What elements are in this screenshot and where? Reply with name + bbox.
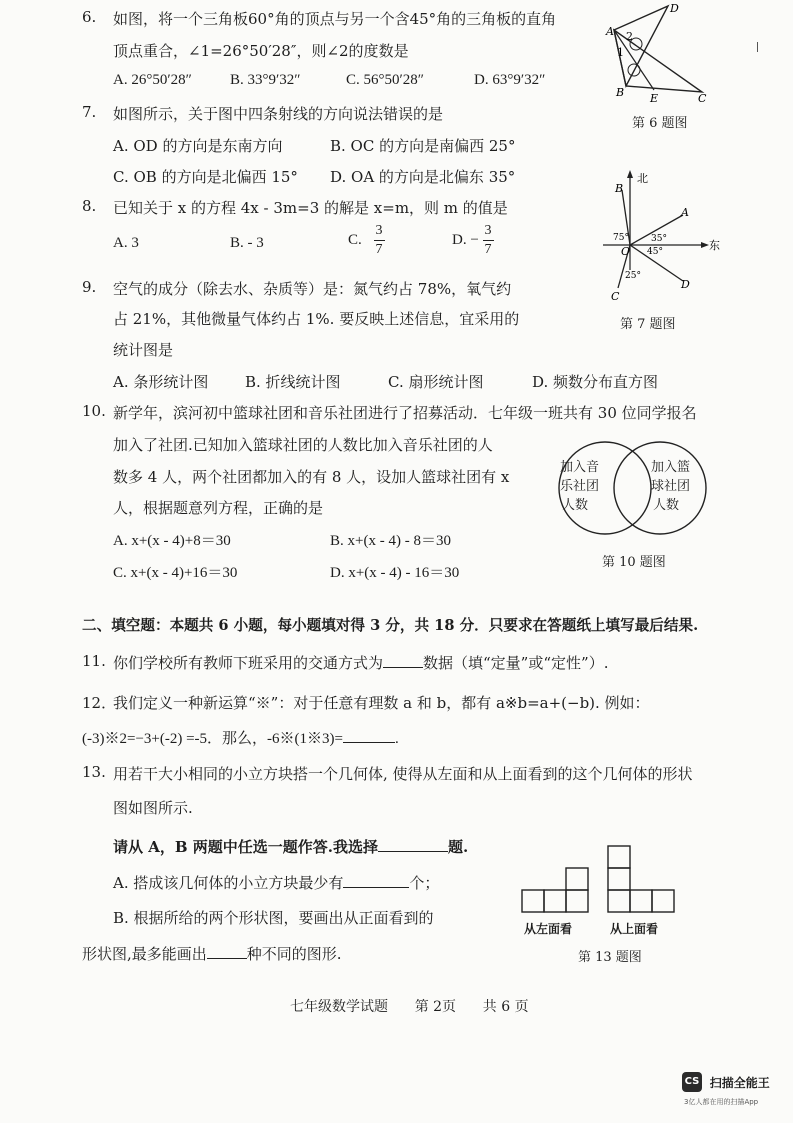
q8-stem: 已知关于 x 的方程 4x - 3m=3 的解是 x=m，则 m 的值是 bbox=[113, 199, 508, 217]
q9-number: 9. bbox=[82, 278, 97, 296]
q8-option-a: A. 3 bbox=[113, 235, 139, 251]
q12-line2-end: . bbox=[395, 731, 399, 747]
q13-part-b-before: 形状图,最多能画出 bbox=[82, 945, 207, 963]
q6-option-a: A. 26°50′28″ bbox=[113, 72, 192, 88]
q7-figure bbox=[585, 160, 735, 310]
q6-label-d: D bbox=[670, 2, 679, 15]
q13-part-a-after: 个； bbox=[409, 874, 440, 892]
q7-option-b: B. OC 的方向是南偏西 25° bbox=[330, 137, 516, 155]
q12-line2 bbox=[82, 727, 399, 748]
q6-caption: 第 6 题图 bbox=[632, 116, 688, 131]
q7-angle-45: 45° bbox=[647, 247, 663, 257]
q10-option-c: C. x+(x - 4)+16＝30 bbox=[113, 565, 238, 581]
q6-line1: 如图，将一个三角板60°角的顶点与另一个含45°角的三角板的直角 bbox=[113, 10, 557, 28]
q13-part-b-line1: B. 根据所给的两个形状图，要画出从正面看到的 bbox=[113, 909, 434, 927]
q7-label-o: O bbox=[621, 245, 631, 258]
q13-label-top-view: 从上面看 bbox=[610, 922, 659, 936]
q10-venn-right-label bbox=[651, 458, 690, 515]
q6-option-c: C. 56°50′28″ bbox=[346, 72, 425, 88]
q10-venn-left-line3: 人数 bbox=[562, 498, 589, 513]
q10-option-b: B. x+(x - 4) - 8＝30 bbox=[330, 533, 451, 549]
q6-label-e: E bbox=[650, 92, 659, 105]
q13-part-a-before: A. 搭成该几何体的小立方块最少有 bbox=[113, 874, 344, 892]
q7-angle-35: 35° bbox=[651, 234, 667, 244]
q10-option-d: D. x+(x - 4) - 16＝30 bbox=[330, 565, 460, 581]
q8-option-c-fraction bbox=[374, 224, 385, 257]
q10-line2: 加入了社团.已知加入篮球社团的人数比加入音乐社团的人 bbox=[113, 436, 493, 454]
q10-venn-left-label bbox=[560, 458, 599, 515]
q13-part-a bbox=[113, 872, 439, 893]
q11-before: 你们学校所有教师下班采用的交通方式为 bbox=[113, 654, 384, 672]
q7-label-east: 东 bbox=[709, 239, 720, 252]
q8-option-d bbox=[452, 224, 494, 257]
q7-angle-25: 25° bbox=[625, 271, 641, 281]
q13-label-left-view: 从左面看 bbox=[524, 922, 573, 936]
q10-venn-left-line2: 乐社团 bbox=[560, 479, 600, 494]
scanner-tagline: 3亿人都在用的扫描App bbox=[684, 1098, 759, 1106]
q11-after: 数据（填“定量”或“定性”）. bbox=[423, 654, 609, 672]
q9-line3: 统计图是 bbox=[113, 341, 174, 359]
q13-caption: 第 13 题图 bbox=[578, 950, 642, 965]
q10-venn-right-line3: 人数 bbox=[653, 498, 680, 513]
q9-option-c: C. 扇形统计图 bbox=[388, 373, 484, 391]
q7-option-d: D. OA 的方向是北偏东 35° bbox=[330, 168, 516, 186]
q10-option-a: A. x+(x - 4)+8＝30 bbox=[113, 533, 231, 549]
q10-number: 10. bbox=[82, 402, 106, 420]
q13-part-b-after: 种不同的图形. bbox=[246, 945, 342, 963]
q6-option-b: B. 33°9′32″ bbox=[230, 72, 301, 88]
q9-option-b: B. 折线统计图 bbox=[245, 373, 341, 391]
q7-angle-75: 75° bbox=[613, 233, 629, 243]
q13-part-b-blank bbox=[207, 944, 247, 959]
q7-number: 7. bbox=[82, 103, 97, 121]
q9-line1: 空气的成分（除去水、杂质等）是：氮气约占 78%，氧气约 bbox=[113, 280, 512, 298]
q6-label-b: B bbox=[616, 86, 625, 99]
q13-choose-after: 题. bbox=[448, 838, 469, 856]
q13-choose-before: 请从 A，B 两题中任选一题作答.我选择 bbox=[113, 838, 378, 856]
section2-title: 二、填空题：本题共 6 小题，每小题填对得 3 分，共 18 分．只要求在答题纸上填写最后结果. bbox=[82, 617, 699, 634]
q13-part-a-blank bbox=[343, 873, 409, 888]
q9-line2: 占 21%，其他微量气体约占 1%. 要反映上述信息，宜采用的 bbox=[113, 310, 520, 328]
q8-option-d-fraction bbox=[483, 224, 494, 257]
q10-venn-right-line1: 加入篮 bbox=[651, 460, 691, 475]
q7-option-c: C. OB 的方向是北偏西 15° bbox=[113, 168, 298, 186]
q8-number: 8. bbox=[82, 197, 97, 215]
q11-number: 11. bbox=[82, 652, 106, 670]
q13-choose-blank bbox=[378, 837, 448, 852]
q6-label-1: 1 bbox=[617, 46, 624, 59]
q13-line1: 用若干大小相同的小立方块搭一个几何体, 使得从左面和从上面看到的这个几何体的形状 bbox=[113, 765, 693, 783]
q13-number: 13. bbox=[82, 763, 106, 781]
q6-number: 6. bbox=[82, 8, 97, 26]
q7-label-a: A bbox=[681, 206, 689, 219]
q8-option-d-numerator: 3 bbox=[483, 224, 494, 241]
q7-caption: 第 7 题图 bbox=[620, 317, 676, 332]
q10-line1: 新学年，滨河初中篮球社团和音乐社团进行了招募活动．七年级一班共有 30 位同学报名 bbox=[113, 404, 697, 422]
q13-part-b-line2 bbox=[82, 943, 342, 964]
q13-left-view bbox=[522, 868, 588, 912]
q10-caption: 第 10 题图 bbox=[602, 555, 666, 570]
q8-option-c bbox=[348, 224, 385, 257]
q13-line2: 图如图所示. bbox=[113, 799, 193, 817]
q7-label-north: 北 bbox=[637, 172, 648, 185]
q7-label-d: D bbox=[681, 278, 690, 291]
q12-line2-text: (-3)※2=−3+(-2) =-5．那么，-6※(1※3)= bbox=[82, 731, 343, 747]
q10-venn-right-line2: 球社团 bbox=[651, 479, 691, 494]
q9-option-a: A. 条形统计图 bbox=[113, 373, 209, 391]
q6-label-c: C bbox=[698, 92, 707, 105]
scanner-logo-icon: CS bbox=[682, 1072, 702, 1092]
q11-text bbox=[113, 652, 608, 673]
scan-mark bbox=[757, 42, 758, 52]
q7-label-b: B bbox=[615, 182, 624, 195]
scanner-app-name: 扫描全能王 bbox=[709, 1075, 770, 1090]
scanner-watermark bbox=[682, 1072, 770, 1092]
q13-figure bbox=[515, 840, 695, 920]
q7-stem: 如图所示，关于图中四条射线的方向说法错误的是 bbox=[113, 105, 444, 123]
q11-answer-blank bbox=[383, 653, 423, 668]
q10-venn-left-line1: 加入音 bbox=[560, 460, 600, 475]
q8-option-c-denominator: 7 bbox=[375, 242, 383, 257]
q12-number: 12． bbox=[82, 694, 117, 712]
q9-option-d: D. 频数分布直方图 bbox=[532, 373, 659, 391]
q6-option-d: D. 63°9′32″ bbox=[474, 72, 546, 88]
q6-line2: 顶点重合，∠1=26°50′28″，则∠2的度数是 bbox=[113, 42, 409, 60]
q6-label-a: A bbox=[606, 25, 614, 38]
q8-option-b: B. - 3 bbox=[230, 235, 264, 251]
q12-line1: 我们定义一种新运算“※”：对于任意有理数 a 和 b，都有 a※b=a+(−b). 例如： bbox=[113, 694, 650, 712]
q8-option-d-denominator: 7 bbox=[484, 242, 492, 257]
q8-option-d-prefix: D. − bbox=[452, 232, 479, 248]
q10-line3: 数多 4 人，两个社团都加入的有 8 人，设加人篮球社团有 x bbox=[113, 468, 510, 486]
q12-answer-blank bbox=[343, 728, 395, 743]
q13-top-view bbox=[608, 846, 674, 912]
q6-figure bbox=[590, 0, 720, 110]
q7-label-c: C bbox=[611, 290, 620, 303]
q13-choose bbox=[113, 836, 468, 857]
q6-label-2: 2 bbox=[626, 30, 633, 43]
q8-option-c-prefix: C. bbox=[348, 232, 362, 248]
q8-option-c-numerator: 3 bbox=[374, 224, 385, 241]
page-footer: 七年级数学试题 第 2页 共 6 页 bbox=[290, 999, 529, 1015]
q7-option-a: A. OD 的方向是东南方向 bbox=[113, 137, 283, 155]
q10-line4: 人，根据题意列方程，正确的是 bbox=[113, 499, 324, 517]
